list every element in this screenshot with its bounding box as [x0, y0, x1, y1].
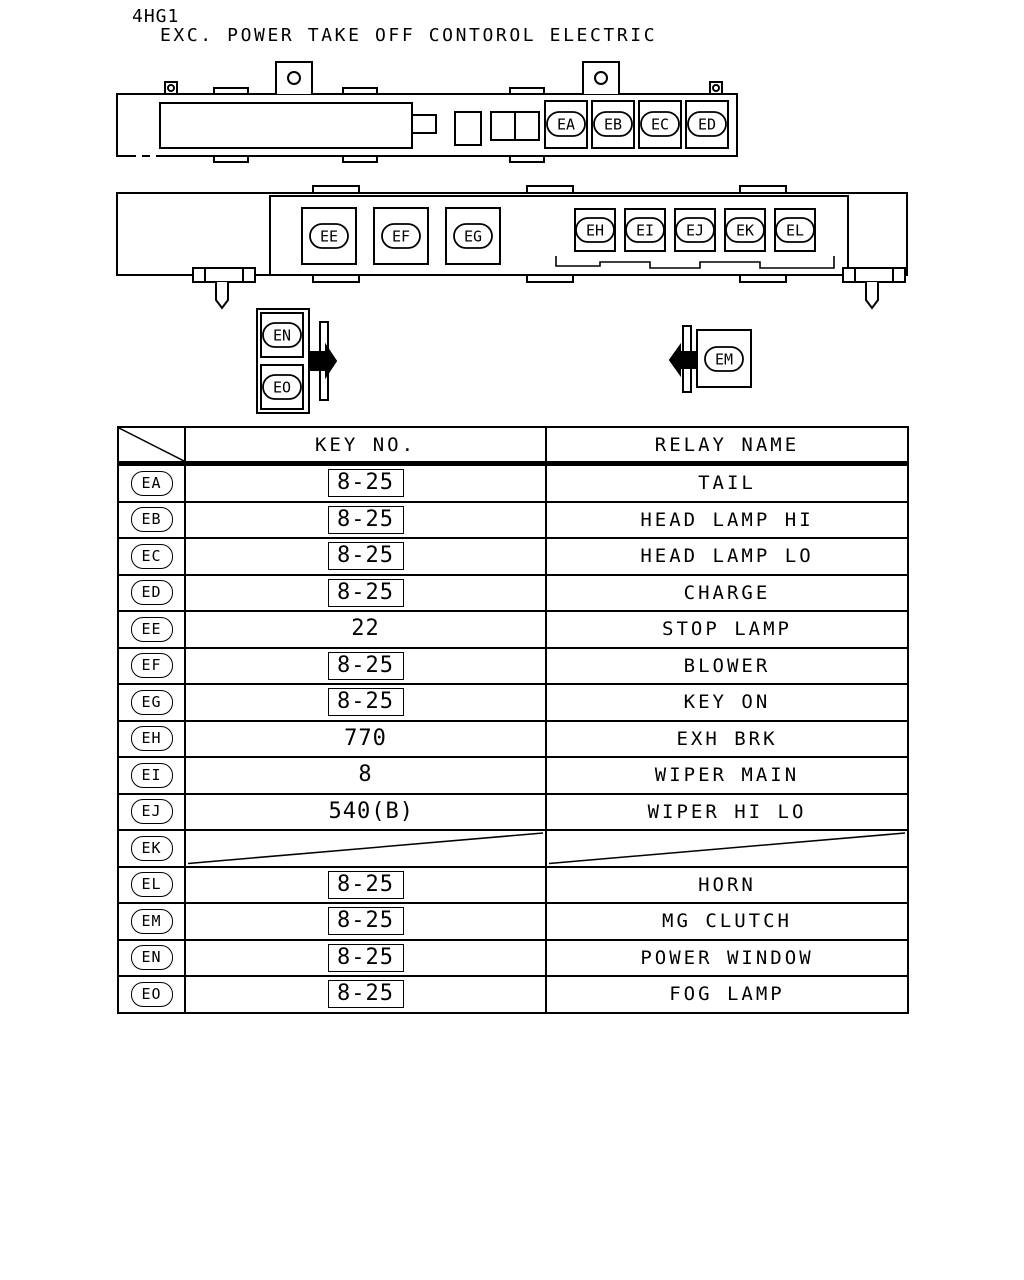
key-no-cell [185, 830, 546, 867]
relay-code-cell [118, 721, 185, 758]
relay-code: EA [131, 471, 173, 496]
relay-name-cell [546, 830, 908, 867]
table-row [118, 794, 908, 831]
table-row [118, 611, 908, 648]
relay-code-cell [118, 903, 185, 940]
relay-code: ED [131, 580, 173, 605]
relay-name: HEAD LAMP LO [640, 545, 814, 568]
key-no-cell [185, 721, 546, 758]
key-no-cell [185, 684, 546, 721]
relay-name-cell [546, 757, 908, 794]
key-no-cell [185, 648, 546, 685]
relay-code-cell [118, 538, 185, 575]
key-no-cell [185, 940, 546, 977]
relay-code: EG [131, 690, 173, 715]
key-no-cell [185, 903, 546, 940]
key-no: 8 [358, 762, 373, 788]
relay-code-cell [118, 976, 185, 1013]
table-row [118, 976, 908, 1013]
key-no-cell [185, 575, 546, 612]
relay-code-cell [118, 940, 185, 977]
relay-name: EXH BRK [676, 727, 778, 750]
key-no: 8-25 [328, 542, 404, 570]
table-header-row [118, 427, 908, 464]
relay-name-cell [546, 611, 908, 648]
relay-code: EI [131, 763, 173, 788]
relay-name-cell [546, 867, 908, 904]
corner-cell [118, 427, 185, 464]
relay-name-cell [546, 940, 908, 977]
key-no: 8-25 [328, 652, 404, 680]
relay-code: EM [131, 909, 173, 934]
key-no: 8-25 [328, 469, 404, 497]
relay-code-cell [118, 648, 185, 685]
relay-code-cell [118, 830, 185, 867]
diagram-label-el: EL [785, 221, 805, 240]
relay-name-cell [546, 794, 908, 831]
table-row [118, 757, 908, 794]
diagram-label-ed: ED [697, 115, 717, 134]
relay-code: EH [131, 726, 173, 751]
key-no: 8-25 [328, 871, 404, 899]
key-no: 8-25 [328, 506, 404, 534]
relay-name: KEY ON [683, 691, 771, 714]
upper-relay-box [117, 62, 737, 162]
key-no-cell [185, 611, 546, 648]
key-no-cell [185, 976, 546, 1013]
relay-name: FOG LAMP [669, 983, 785, 1006]
relay-code: EK [131, 836, 173, 861]
diagram-label-ek: EK [735, 221, 755, 240]
table-row [118, 940, 908, 977]
relay-name: WIPER HI LO [647, 800, 807, 823]
relay-code-cell [118, 867, 185, 904]
relay-code: EL [131, 872, 173, 897]
table-row [118, 575, 908, 612]
key-no: 22 [351, 616, 380, 642]
diagram-label-ee: EE [319, 227, 339, 246]
table-row [118, 903, 908, 940]
relay-name-header: RELAY NAME [546, 427, 908, 464]
relay-name-cell [546, 575, 908, 612]
relay-name: TAIL [698, 472, 756, 495]
relay-name: CHARGE [683, 581, 771, 604]
relay-name: WIPER MAIN [654, 764, 800, 787]
key-no-cell [185, 538, 546, 575]
relay-code-cell [118, 757, 185, 794]
key-no-cell [185, 867, 546, 904]
relay-code: EC [131, 544, 173, 569]
key-no-cell [185, 502, 546, 539]
relay-code-cell [118, 684, 185, 721]
relay-code: EE [131, 617, 173, 642]
model-label: 4HG1 [132, 6, 180, 27]
relay-name-cell [546, 903, 908, 940]
relay-name-cell [546, 976, 908, 1013]
relay-name: POWER WINDOW [640, 946, 814, 969]
relay-code-cell [118, 794, 185, 831]
relay-code: EN [131, 945, 173, 970]
relay-table [117, 426, 909, 1014]
key-no: 8-25 [328, 907, 404, 935]
relay-code: EF [131, 653, 173, 678]
relay-code-cell [118, 502, 185, 539]
table-row [118, 721, 908, 758]
relay-code: EJ [131, 799, 173, 824]
table-row [118, 867, 908, 904]
table-row [118, 538, 908, 575]
table-row [118, 464, 908, 502]
table-row [118, 830, 908, 867]
table-row [118, 502, 908, 539]
relay-name-cell [546, 464, 908, 502]
key-no-cell [185, 794, 546, 831]
diagram-label-ef: EF [391, 227, 411, 246]
relay-name: BLOWER [683, 654, 771, 677]
diagram-label-em: EM [714, 350, 734, 369]
relay-name-cell [546, 721, 908, 758]
diagram-label-ea: EA [556, 115, 576, 134]
key-no-cell [185, 757, 546, 794]
key-no-cell [185, 464, 546, 502]
relay-name: STOP LAMP [662, 618, 792, 641]
diagram-label-eo: EO [272, 378, 292, 397]
relay-code: EB [131, 507, 173, 532]
key-no: 8-25 [328, 688, 404, 716]
relay-name-cell [546, 684, 908, 721]
relay-name: MG CLUTCH [662, 910, 792, 933]
middle-relay-box [117, 186, 907, 308]
key-no: 8-25 [328, 579, 404, 607]
key-no: 540(B) [328, 798, 414, 824]
relay-code-cell [118, 464, 185, 502]
key-no: 770 [344, 725, 387, 751]
diagram-label-eb: EB [603, 115, 623, 134]
relay-code-cell [118, 611, 185, 648]
key-no: 8-25 [328, 944, 404, 972]
relay-name-cell [546, 538, 908, 575]
diagram-label-ec: EC [650, 115, 670, 134]
relay-code-cell [118, 575, 185, 612]
relay-name-cell [546, 648, 908, 685]
diagram-subtitle: EXC. POWER TAKE OFF CONTOROL ELECTRIC [160, 25, 658, 46]
diagram-label-eh: EH [585, 221, 605, 240]
table-row [118, 684, 908, 721]
table-row [118, 648, 908, 685]
diagram-label-en: EN [272, 326, 292, 345]
relay-code: EO [131, 982, 173, 1007]
relay-name: HEAD LAMP HI [640, 508, 814, 531]
relay-name: HORN [698, 873, 756, 896]
key-no-header: KEY NO. [185, 427, 546, 464]
diagram-label-ei: EI [635, 221, 655, 240]
diagram-label-ej: EJ [685, 221, 705, 240]
relay-name-cell [546, 502, 908, 539]
diagram-label-eg: EG [463, 227, 483, 246]
key-no: 8-25 [328, 980, 404, 1008]
